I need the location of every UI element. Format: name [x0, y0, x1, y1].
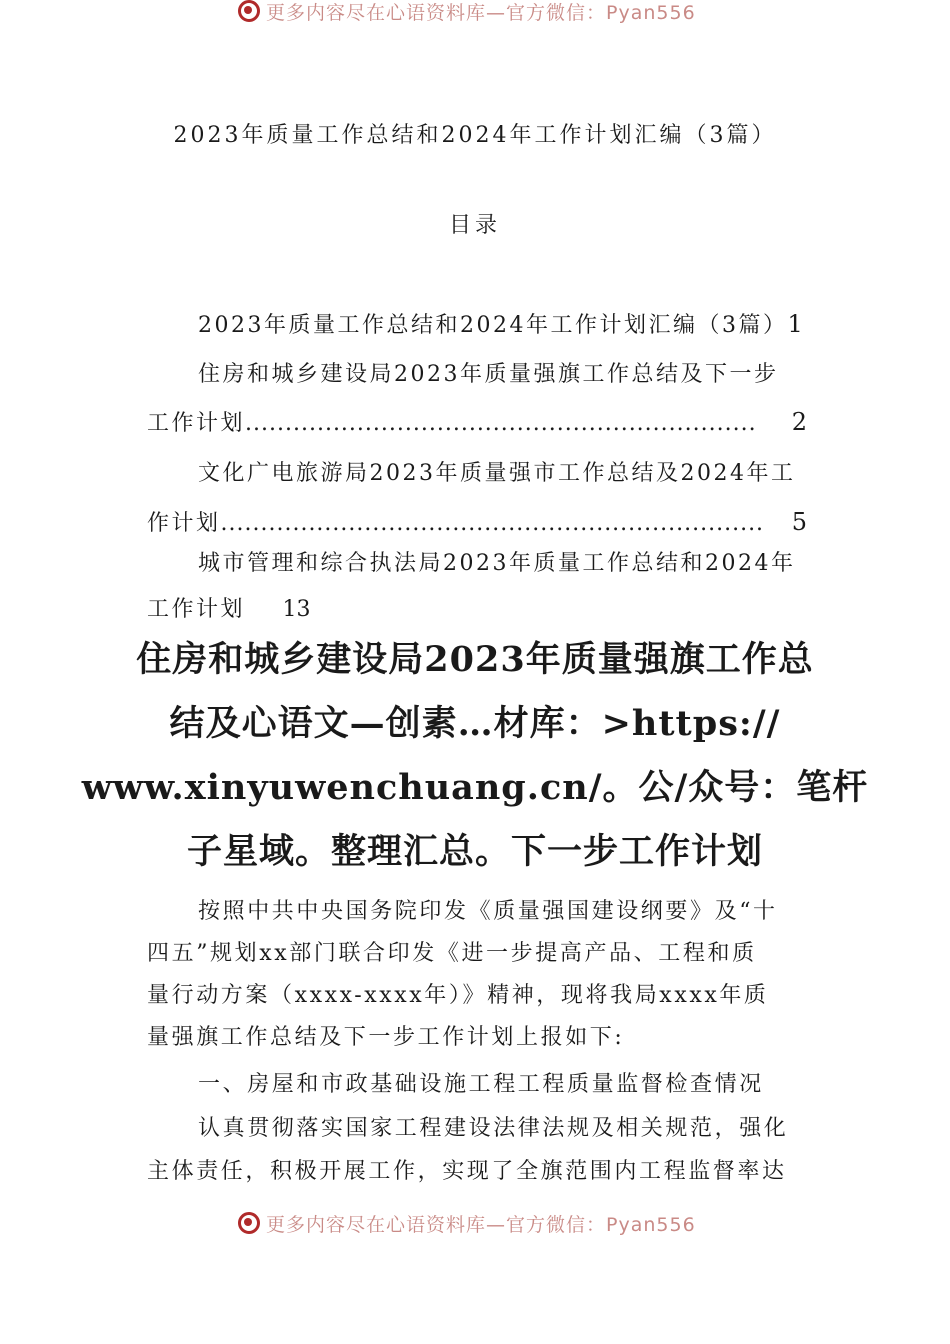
- watermark-logo-icon: [238, 1212, 260, 1234]
- toc-entry-2-line1[interactable]: 住房和城乡建设局2023年质量强旗工作总结及下一步: [198, 362, 779, 387]
- body-line-5: 一、房屋和市政基础设施工程工程质量监督检查情况: [198, 1072, 764, 1097]
- watermark-footer: [238, 1210, 696, 1236]
- toc-entry-page: 5: [791, 508, 807, 536]
- toc-entry-2-line2[interactable]: [147, 406, 807, 437]
- body-line-3: 量行动方案（xxxx-xxxx年）》精神，现将我局xxxx年质: [147, 983, 769, 1008]
- toc-leader-dots: ................................................................: [245, 411, 757, 436]
- watermark-header: [238, 0, 696, 24]
- body-line-1: 按照中共中央国务院印发《质量强国建设纲要》及“十: [198, 899, 778, 924]
- toc-entry-page: 2: [791, 408, 807, 436]
- toc-entry-3-line1[interactable]: 文化广电旅游局2023年质量强市工作总结及2024年工: [198, 461, 796, 486]
- watermark-text: 更多内容尽在心语资料库—官方微信：Pyan556: [266, 1213, 696, 1236]
- toc-entry-title: 2023年质量工作总结和2024年工作计划汇编（3篇）: [198, 313, 788, 338]
- watermark-text: 更多内容尽在心语资料库—官方微信：Pyan556: [266, 1, 696, 24]
- section-heading-line-2: 结及心语文—创素…材库：>https://: [169, 703, 781, 744]
- toc-entry-page: 1: [787, 310, 803, 338]
- toc-entry-title: 工作计划: [147, 597, 246, 622]
- toc-entry-4-line1[interactable]: 城市管理和综合执法局2023年质量工作总结和2024年: [198, 551, 796, 576]
- document-title: 2023年质量工作总结和2024年工作计划汇编（3篇）: [173, 123, 777, 148]
- section-heading-line-3: www.xinyuwenchuang.cn/。公/众号：笔杆: [81, 767, 869, 808]
- toc-heading: 目录: [448, 213, 501, 238]
- body-line-4: 量强旗工作总结及下一步工作计划上报如下:: [147, 1025, 625, 1050]
- toc-entry-title: 工作计划: [147, 411, 246, 436]
- toc-entry-3-line2[interactable]: [147, 506, 807, 537]
- body-line-7: 主体责任，积极开展工作，实现了全旗范围内工程监督率达: [147, 1159, 787, 1184]
- toc-entry-page: 13: [282, 597, 311, 622]
- section-heading-line-4: 子星域。整理汇总。下一步工作计划: [186, 831, 763, 872]
- toc-entry-4-line2[interactable]: [147, 592, 311, 623]
- body-line-2: 四五”规划xx部门联合印发《进一步提高产品、工程和质: [147, 941, 757, 966]
- toc-entry-1[interactable]: [198, 308, 803, 339]
- body-line-6: 认真贯彻落实国家工程建设法律法规及相关规范，强化: [198, 1116, 789, 1141]
- section-heading-line-1: 住房和城乡建设局2023年质量强旗工作总: [136, 639, 814, 680]
- toc-entry-title: 作计划: [147, 511, 221, 536]
- toc-leader-dots: ....................................................................: [220, 511, 765, 536]
- watermark-logo-icon: [238, 0, 260, 22]
